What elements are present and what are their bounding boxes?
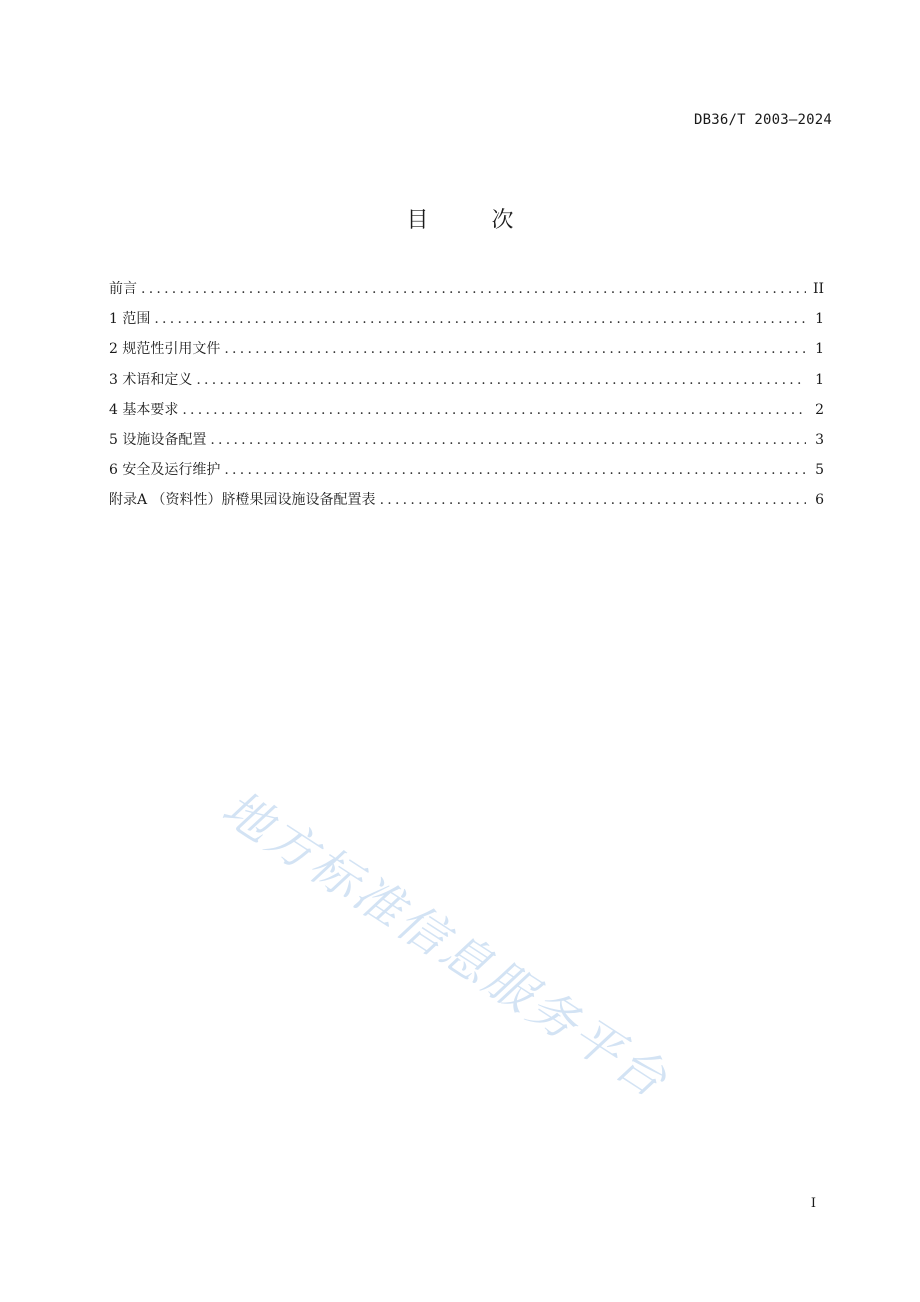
toc-leader-dots (210, 429, 806, 451)
toc-item-page: II (812, 281, 824, 297)
toc-leader-dots (380, 489, 806, 511)
toc-item-normative-references[interactable] (109, 338, 824, 368)
toc-item-label: 2 规范性引用文件 (109, 341, 221, 358)
toc-leader-dots (182, 399, 806, 421)
toc-item-scope[interactable] (109, 308, 824, 338)
toc-item-basic-requirements[interactable] (109, 399, 824, 429)
toc-item-label: 6 安全及运行维护 (109, 462, 221, 479)
toc-item-label: 前言 (109, 281, 137, 297)
toc-item-page: 3 (815, 431, 824, 448)
toc-leader-dots (154, 308, 806, 330)
document-code: DB36/T 2003—2024 (693, 112, 832, 128)
toc-item-appendix-a[interactable] (109, 489, 824, 519)
toc-item-label: 1 范围 (109, 311, 151, 328)
toc-item-label: 4 基本要求 (109, 401, 179, 418)
toc-item-page: 1 (815, 371, 824, 388)
toc-item-foreword[interactable] (109, 278, 824, 308)
toc-item-safety-maintenance[interactable] (109, 459, 824, 489)
toc-item-equipment-configuration[interactable] (109, 429, 824, 459)
toc-leader-dots (196, 369, 806, 391)
toc-item-page: 1 (815, 311, 824, 328)
toc-item-label: 5 设施设备配置 (109, 431, 207, 448)
toc-item-page: 6 (815, 492, 824, 509)
toc-item-page: 2 (815, 401, 824, 418)
toc-title: 目 次 (406, 208, 542, 233)
toc-item-terms-definitions[interactable] (109, 369, 824, 399)
toc-item-label: 3 术语和定义 (109, 371, 193, 388)
toc-list (109, 278, 824, 520)
page-number: I (810, 1196, 816, 1211)
toc-item-page: 1 (815, 341, 824, 358)
toc-leader-dots (224, 459, 806, 481)
toc-item-label: 附录A （资料性）脐橙果园设施设备配置表 (109, 492, 376, 509)
toc-leader-dots (224, 338, 806, 360)
toc-leader-dots (141, 278, 806, 300)
watermark: 地方标准信息服务平台 (212, 779, 679, 1110)
toc-item-page: 5 (815, 462, 824, 479)
